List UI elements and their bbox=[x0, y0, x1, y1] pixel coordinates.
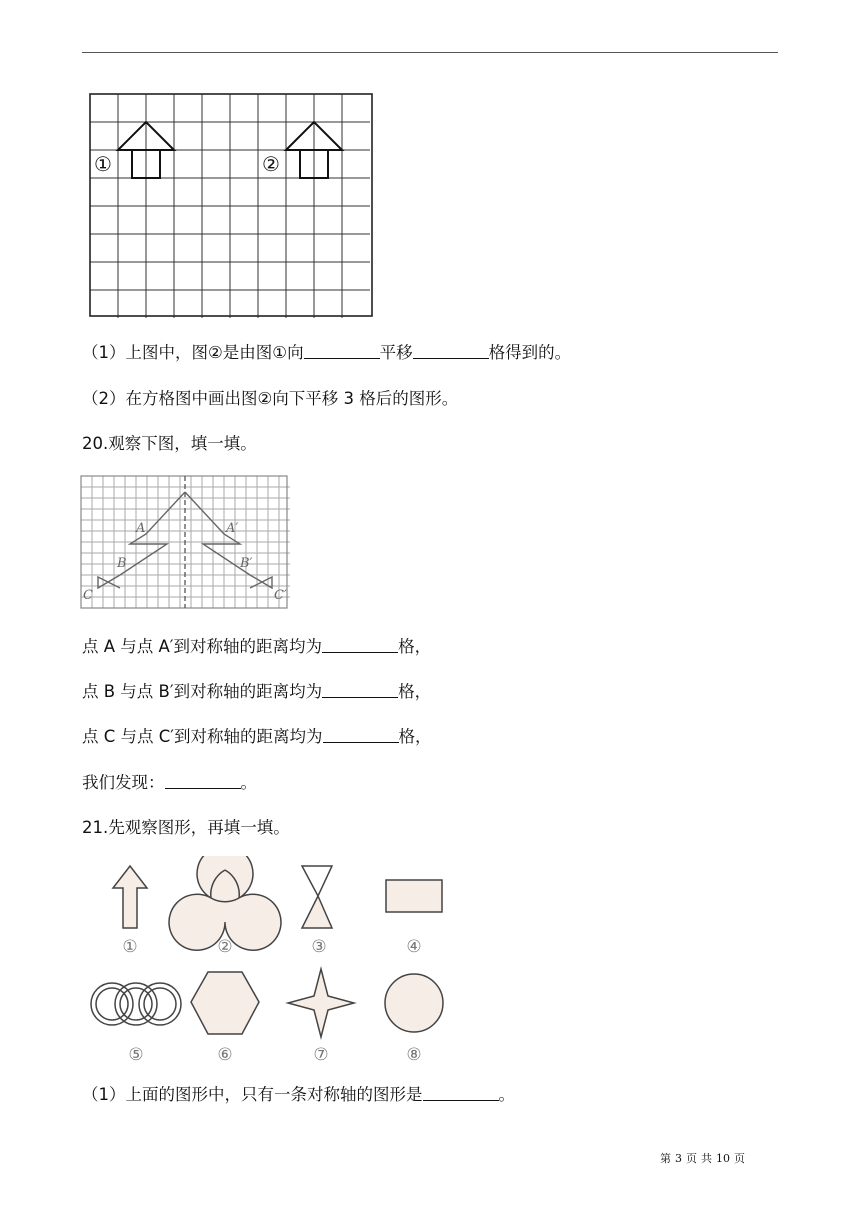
header-rule bbox=[82, 52, 778, 53]
symmetry-grid-figure bbox=[80, 474, 290, 612]
answer-blank[interactable] bbox=[323, 726, 399, 743]
shape-label-3: ③ bbox=[311, 937, 327, 957]
q20-line-a: 点 A 与点 A′到对称轴的距离均为 格， bbox=[82, 637, 432, 656]
circle-shape bbox=[385, 974, 443, 1032]
right-outline bbox=[185, 492, 272, 588]
shape-label-1: ① bbox=[122, 937, 138, 957]
total-pages: 10 bbox=[716, 1152, 730, 1165]
q20-line-b: 点 B 与点 B′到对称轴的距离均为 格， bbox=[82, 682, 432, 701]
q20-title: 20.观察下图，填一填。 bbox=[82, 434, 257, 453]
point-label-a-prime: A′ bbox=[226, 521, 239, 536]
q21-sub1: （1）上面的图形中，只有一条对称轴的图形是 。 bbox=[82, 1085, 515, 1104]
four-point-star-shape bbox=[288, 969, 354, 1037]
answer-blank[interactable] bbox=[322, 636, 398, 653]
q20-line-c: 点 C 与点 C′到对称轴的距离均为 格， bbox=[82, 727, 432, 746]
shape-label-8: ⑧ bbox=[406, 1045, 422, 1065]
figure-label-2: ② bbox=[262, 152, 280, 176]
symmetry-shapes-figure bbox=[84, 856, 464, 1068]
q20-discover: 我们发现： 。 bbox=[82, 773, 257, 792]
answer-blank[interactable] bbox=[413, 342, 489, 359]
shape-label-2: ② bbox=[217, 937, 233, 957]
rectangle-shape bbox=[386, 880, 442, 912]
translation-grid-figure bbox=[88, 92, 376, 318]
hexagon-shape bbox=[191, 972, 259, 1034]
q19-sub1: （1）上图中，图②是由图①向 平移 格得到的。 bbox=[82, 343, 572, 362]
point-label-b-prime: B′ bbox=[240, 556, 253, 571]
shape-label-5: ⑤ bbox=[128, 1045, 144, 1065]
shape-label-7: ⑦ bbox=[313, 1045, 329, 1065]
answer-blank[interactable] bbox=[165, 772, 241, 789]
answer-blank[interactable] bbox=[304, 342, 380, 359]
shape-label-4: ④ bbox=[406, 937, 422, 957]
page-number: 3 bbox=[675, 1152, 682, 1165]
shape-label-6: ⑥ bbox=[217, 1045, 233, 1065]
rings-shape bbox=[91, 983, 181, 1025]
arrow-shape bbox=[113, 866, 147, 928]
figure-label-1: ① bbox=[94, 152, 112, 176]
point-label-b: B bbox=[117, 556, 127, 571]
point-label-c: C bbox=[83, 588, 93, 603]
answer-blank[interactable] bbox=[322, 681, 398, 698]
answer-blank[interactable] bbox=[423, 1084, 499, 1101]
point-label-c-prime: C′ bbox=[274, 588, 287, 603]
q21-title: 21.先观察图形，再填一填。 bbox=[82, 818, 290, 837]
q19-sub2: （2）在方格图中画出图②向下平移 3 格后的图形。 bbox=[82, 389, 459, 408]
page-footer: 第 3 页 共 10 页 bbox=[660, 1152, 745, 1165]
point-label-a: A bbox=[136, 521, 146, 536]
left-outline bbox=[98, 492, 185, 588]
hourglass-triangles-shape bbox=[302, 866, 332, 928]
